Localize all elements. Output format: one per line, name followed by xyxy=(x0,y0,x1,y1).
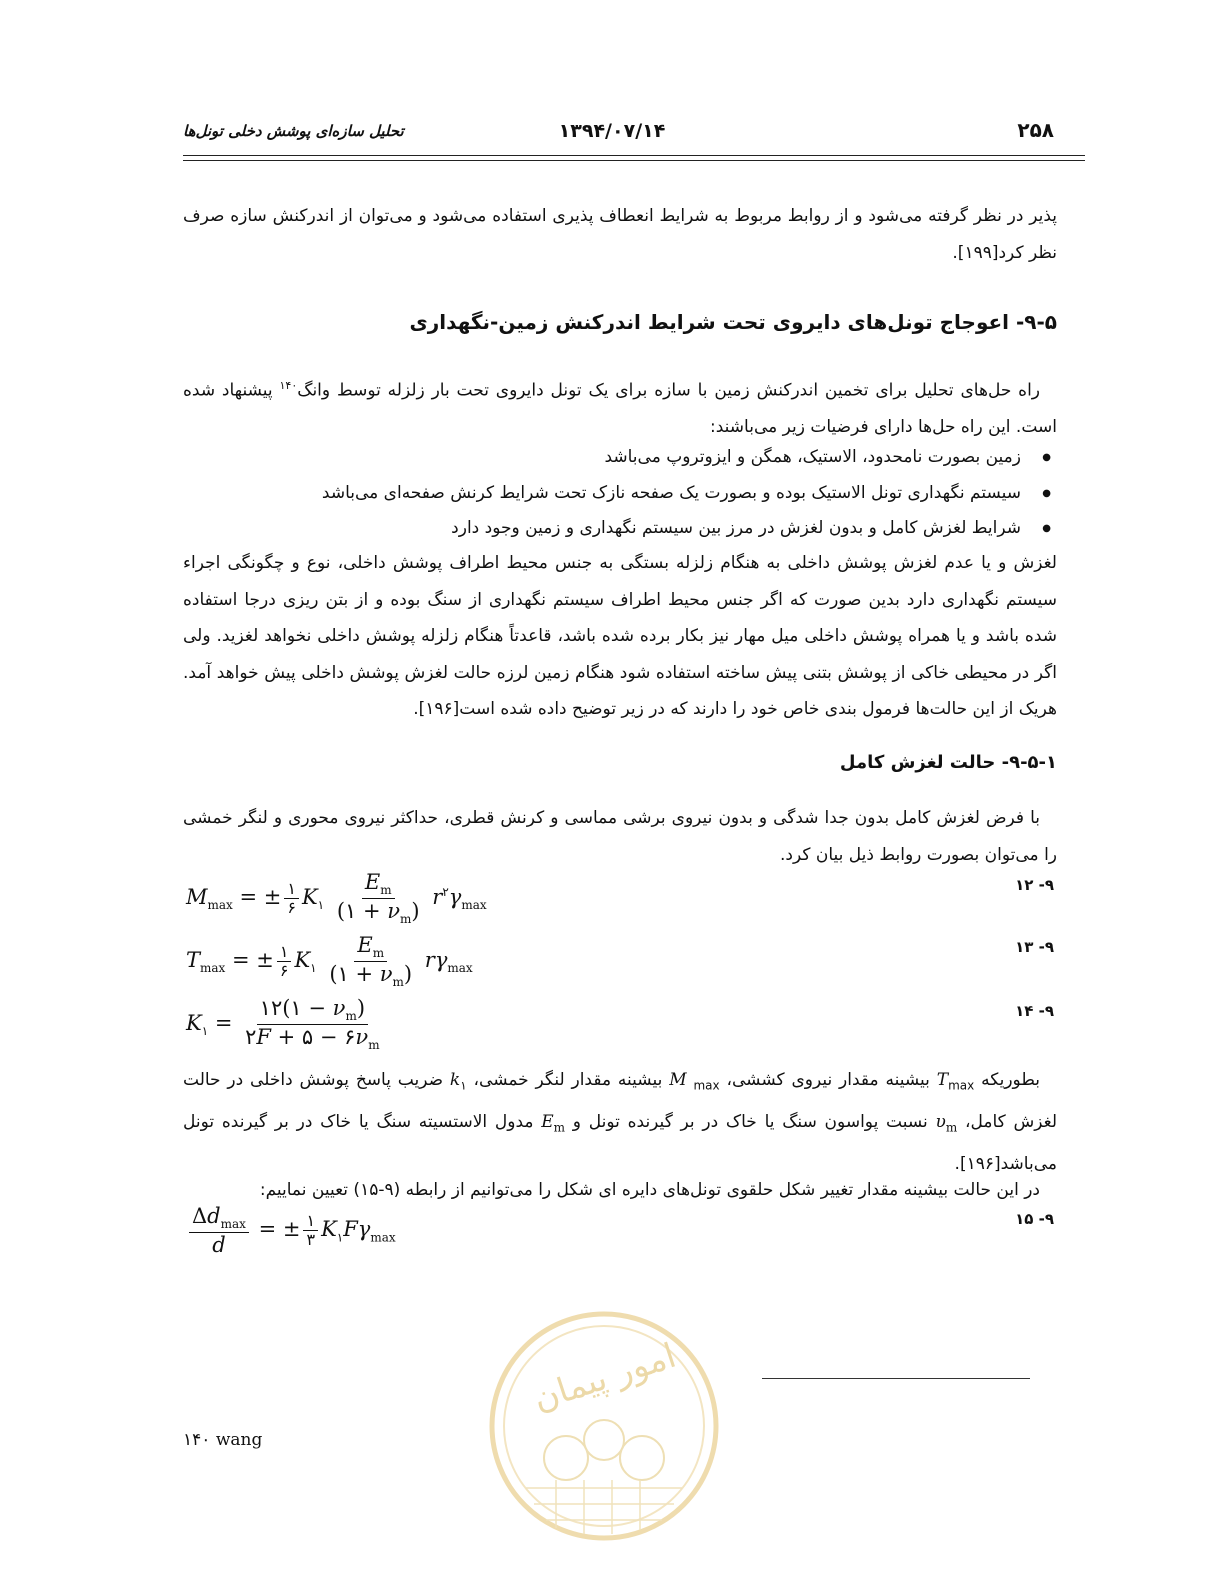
footnote-text: wang xyxy=(215,1430,263,1450)
equation-number-15: ۹- ۱۵ xyxy=(1015,1210,1054,1228)
equation-number-14: ۹- ۱۴ xyxy=(1015,1002,1054,1020)
subsection-paragraph-1-text: با فرض لغزش کامل بدون جدا شدگی و بدون نیروی برشی مماسی و کرنش قطری، حداکثر نیروی محوری و لنگر خمشی را می‌توان بصورت روابط ذیل بیان کرد. xyxy=(183,808,1057,865)
subsection-paragraph-2-text: در این حالت بیشینه مقدار تغییر شکل حلقوی تونل‌های دایره ای شکل را می‌توانیم از رابطه (۹-۱۵) تعیین نماییم: xyxy=(259,1180,1040,1200)
footnote-rule xyxy=(762,1378,1030,1379)
seal-text: امور پیمان xyxy=(528,1335,681,1420)
section-heading: ۹-۵- اعوجاج تونل‌های دایروی تحت شرایط اندرکنش زمین-نگهداری xyxy=(409,310,1057,334)
list-item: ● سیستم نگهداری تونل الاستیک بوده و بصورت یک صفحه نازک تحت شرایط کرنش صفحه‌ای می‌باشد xyxy=(322,476,1057,512)
header-date: ۱۳۹۴/۰۷/۱۴ xyxy=(558,120,666,142)
running-title: تحلیل سازه‌ای پوشش دخلی تونل‌ها xyxy=(183,122,404,140)
intro-paragraph: پذیر در نظر گرفته می‌شود و از روابط مربوط به شرایط انعطاف پذیری استفاده می‌شود و می‌توان از اندرکنش سازه صرف نظر کرد[۱۹۹]. xyxy=(183,206,1057,263)
assumptions-list xyxy=(322,440,1057,547)
footnote-number: ۱۴۰ xyxy=(183,1430,211,1450)
equation-12: $M_{max}$ = ± $\frac{۱}{۶}$ $K_۱$ $\frac{E_m}{(۱ + \nu_m)}$ $r^۲\gamma_{max}$ xyxy=(186,870,487,927)
header-rule-top xyxy=(183,155,1085,156)
footnote xyxy=(183,1430,262,1450)
equation-number-12: ۹- ۱۲ xyxy=(1015,876,1054,894)
section-paragraph-1-text: راه حل‌های تحلیل برای تخمین اندرکنش زمین با سازه برای یک تونل دایروی تحت بار زلزله توسط وانگ xyxy=(297,380,1040,401)
footnote-marker: ۱۴۰ xyxy=(279,379,298,392)
variables-definition-paragraph: بطوریکه $T_{max}$ بیشینه مقدار نیروی کششی، M $_{max}$ بیشینه مقدار لنگر خمشی، $k_۱$ ضریب پاسخ پوشش داخلی در حالت لغزش کامل، $\upsilon_m$ نسبت پواسون سنگ یا خاک در بر گیرنده تونل و $E_m$ مدول الاستسیته سنگ یا خاک در بر گیرنده تونل می‌باشد[۱۹۶]. xyxy=(183,1070,1058,1174)
page-number: ۲۵۸ xyxy=(1017,118,1054,142)
seal-watermark xyxy=(486,1308,722,1544)
list-item: ● شرایط لغزش کامل و بدون لغزش در مرز بین سیستم نگهداری و زمین وجود دارد xyxy=(322,511,1057,547)
equation-15: $\frac{\Delta d_{max}}{d}$ = ± $\frac{۱}{۳}$ $K_۱F\gamma_{max}$ xyxy=(186,1204,396,1257)
subsection-heading: ۹-۵-۱- حالت لغزش کامل xyxy=(839,752,1057,773)
equation-13: $T_{max}$ = ± $\frac{۱}{۶}$ $K_۱$ $\frac{E_m}{(۱ + \nu_m)}$ $r\gamma_{max}$ xyxy=(186,933,473,990)
subsection-paragraph-1 xyxy=(183,800,1057,873)
header-rule-bottom xyxy=(183,160,1085,161)
gear-icon xyxy=(544,1420,664,1480)
equation-number-13: ۹- ۱۳ xyxy=(1015,938,1054,956)
equation-14: $K_۱$ = $\frac{۱۲(۱ - \nu_m)}{۲F + ۵ - ۶\nu_m}$ xyxy=(186,996,380,1053)
section-paragraph-1 xyxy=(183,368,1057,446)
section-paragraph-1-rest: پیشنهاد شده است. این راه حل‌ها دارای فرضیات زیر می‌باشند: xyxy=(183,380,1057,438)
section-paragraph-2: لغزش و یا عدم لغزش پوشش داخلی به هنگام زلزله بستگی به جنس محیط اطراف پوشش داخلی، نوع و چگونگی اجراء سیستم نگهداری دارد بدین صورت که اگر جنس محیط اطراف سیستم نگهداری از سنگ بوده و از بتن ریزی درجا استفاده شده باشد و یا همراه پوشش داخلی میل مهار نیز بکار برده شده باشد، قاعدتاً هنگام زلزله پوشش داخلی نخواهد لغزید. ولی اگر در محیطی خاکی از پوشش بتنی پیش ساخته استفاده شود هنگام زمین لرزه حالت لغزش پوشش داخلی پیش خواهد آمد. هریک از این حالت‌ها فرمول بندی خاص خود را دارند که در زیر توضیح داده شده است[۱۹۶]. xyxy=(183,553,1057,719)
list-item: ● زمین بصورت نامحدود، الاستیک، همگن و ایزوتروپ می‌باشد xyxy=(322,440,1057,476)
